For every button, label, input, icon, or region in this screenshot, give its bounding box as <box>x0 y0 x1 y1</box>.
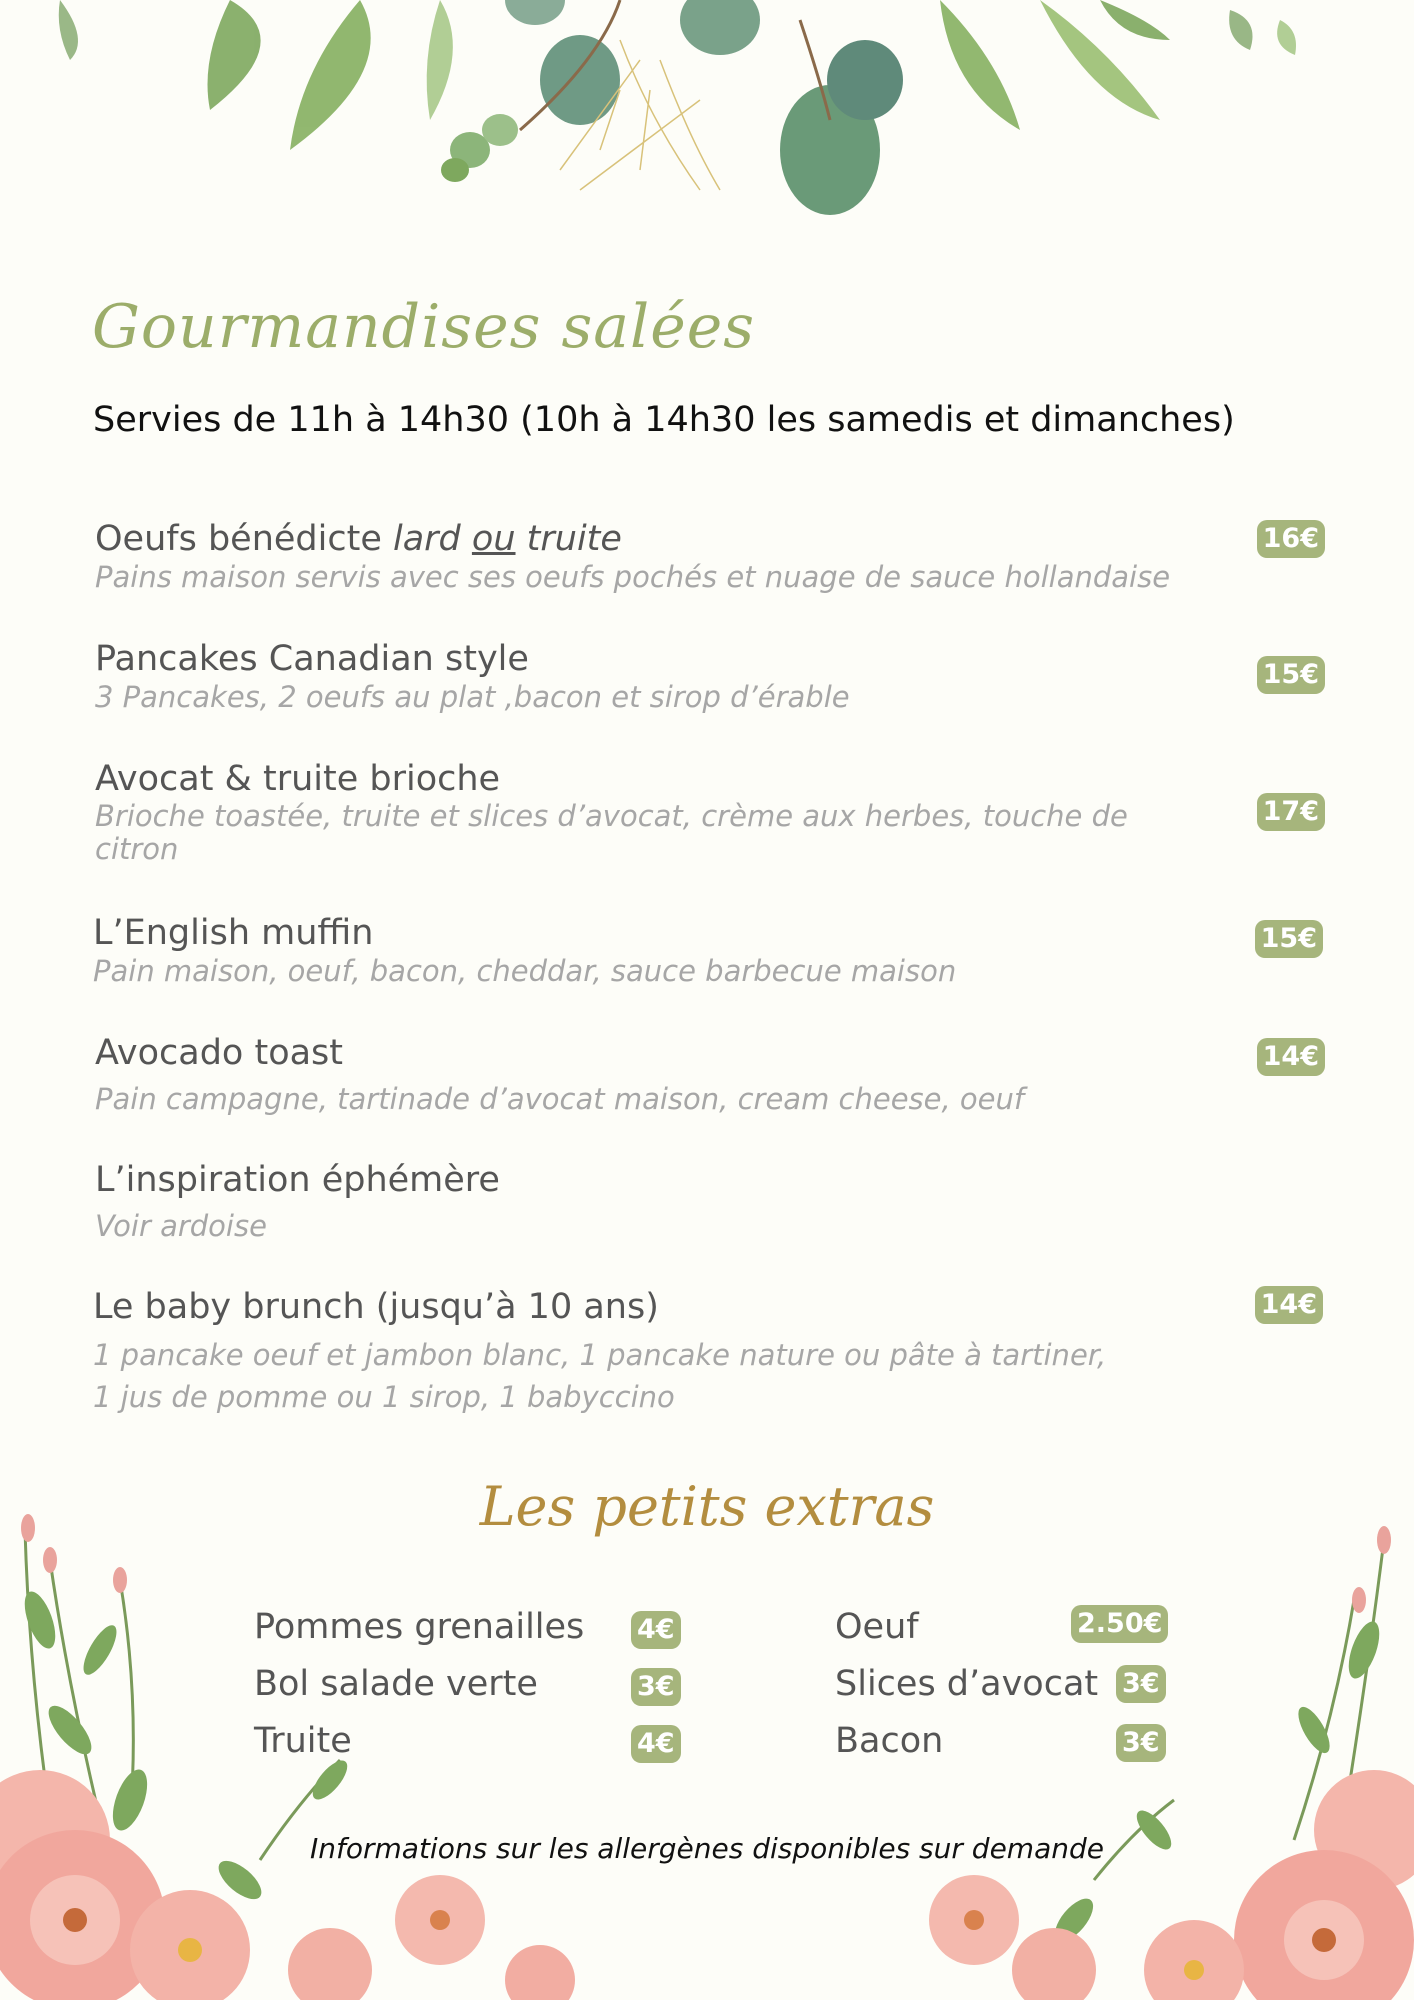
extra-price-badge: 4€ <box>631 1725 681 1763</box>
extra-item-name: Truite <box>254 1721 352 1761</box>
price-badge: 17€ <box>1257 793 1325 831</box>
price-badge: 16€ <box>1257 520 1325 558</box>
item-name: Oeufs bénédicte lard ou truite <box>95 519 622 559</box>
item-name: Pancakes Canadian style <box>95 639 529 679</box>
menu-item <box>95 518 1325 594</box>
extra-item-name: Bacon <box>835 1721 944 1761</box>
pink-peony-bouquet-icon <box>0 1500 600 2000</box>
item-name: Avocat & truite brioche <box>95 759 501 799</box>
item-name: L’English muffin <box>93 913 374 953</box>
menu-item <box>95 758 1325 866</box>
menu-item <box>95 1159 1325 1243</box>
menu-item <box>93 1286 1323 1418</box>
extra-price-badge: 3€ <box>1116 1724 1166 1762</box>
extras-title: Les petits extras <box>479 1475 935 1538</box>
price-badge: 14€ <box>1257 1038 1325 1076</box>
extra-item-name: Oeuf <box>835 1607 919 1647</box>
item-description: 3 Pancakes, 2 oeufs au plat ,bacon et sirop d’érable <box>95 680 850 714</box>
item-description: Pain maison, oeuf, bacon, cheddar, sauce barbecue maison <box>93 954 957 988</box>
price-badge: 14€ <box>1255 1286 1323 1324</box>
pink-peony-bouquet-icon <box>894 1500 1414 2000</box>
menu-item <box>95 1032 1325 1116</box>
item-description: Pain campagne, tartinade d’avocat maison, cream cheese, oeuf <box>95 1082 1025 1116</box>
item-description: Brioche toastée, truite et slices d’avocat, crème aux herbes, touche de citron <box>95 799 1128 866</box>
extra-item-name: Pommes grenailles <box>254 1607 585 1647</box>
item-name: Le baby brunch (jusqu’à 10 ans) <box>93 1287 659 1327</box>
extra-price-badge: 3€ <box>1116 1665 1166 1703</box>
price-badge: 15€ <box>1255 920 1323 958</box>
extra-item-name: Slices d’avocat <box>835 1664 1099 1704</box>
extra-item-name: Bol salade verte <box>254 1664 538 1704</box>
section-title: Gourmandises salées <box>92 292 756 362</box>
price-badge: 15€ <box>1257 656 1325 694</box>
item-description: Pains maison servis avec ses oeufs pochés et nuage de sauce hollandaise <box>95 560 1171 594</box>
menu-item <box>95 638 1325 714</box>
service-hours: Servies de 11h à 14h30 (10h à 14h30 les samedis et dimanches) <box>93 400 1235 440</box>
extra-price-badge: 3€ <box>631 1668 681 1706</box>
allergens-note: Informations sur les allergènes disponibles sur demande <box>310 1832 1104 1865</box>
item-name: L’inspiration éphémère <box>95 1160 500 1200</box>
item-description: Voir ardoise <box>95 1209 267 1243</box>
menu-item <box>93 912 1323 988</box>
extra-price-badge: 2.50€ <box>1071 1605 1168 1643</box>
item-description: 1 pancake oeuf et jambon blanc, 1 pancake nature ou pâte à tartiner, 1 jus de pomme ou 1 sirop, 1 babyccino <box>93 1338 1107 1414</box>
extra-price-badge: 4€ <box>631 1611 681 1649</box>
eucalyptus-foliage-icon <box>0 0 1414 240</box>
item-name: Avocado toast <box>95 1033 344 1073</box>
